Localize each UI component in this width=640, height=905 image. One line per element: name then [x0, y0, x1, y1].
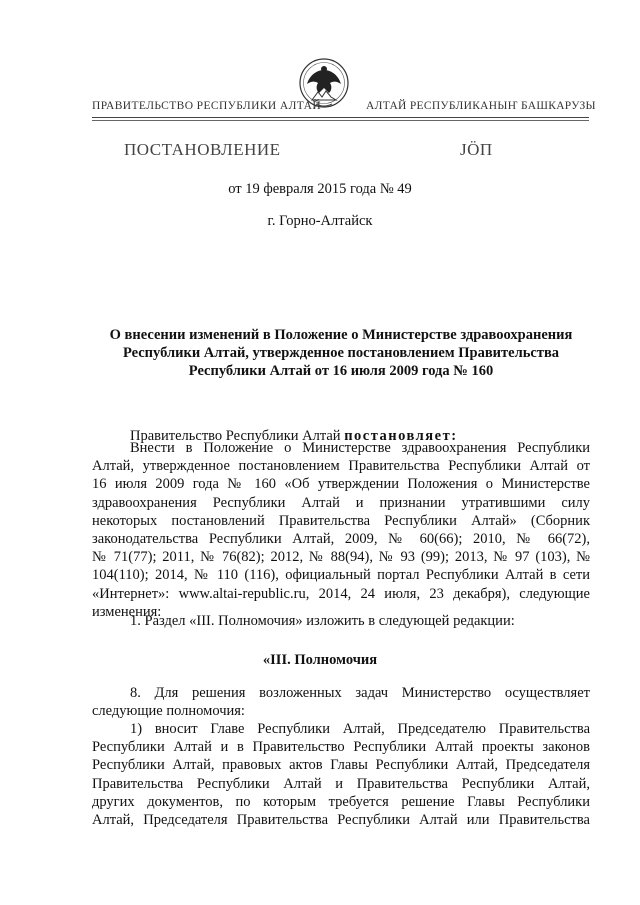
- doc-type-russian: ПОСТАНОВЛЕНИЕ: [124, 140, 281, 159]
- para-line: других документов, по которым требуется решение Главы Республики: [92, 793, 590, 810]
- title-line: Республики Алтай, утвержденное постановлением Правительства: [122, 345, 560, 361]
- decree-date: от 19 февраля 2015 года № 49: [228, 181, 412, 197]
- para-line: «Интернет»: www.altai-republic.ru, 2014, 24 июля, 23 декабря), следующие: [92, 585, 590, 602]
- para-line: 1) вносит Главе Республики Алтай, Председателю Правительства: [130, 721, 590, 737]
- title-line: Республики Алтай от 16 июля 2009 года № 160: [188, 363, 494, 379]
- decree-verb: постановляет:: [344, 428, 458, 444]
- para-line: Алтай, Председателя Правительства Республики Алтай или Правительства: [92, 812, 590, 829]
- government-name-russian: ПРАВИТЕЛЬСТВО РЕСПУБЛИКИ АЛТАЙ: [92, 100, 322, 112]
- para-line: Правительства Республики Алтай и Правительства Республики Алтай,: [92, 775, 590, 792]
- para-line: Республики Алтай и в Правительство Республики Алтай проекты законов: [92, 739, 590, 756]
- para-line: 1. Раздел «III. Полномочия» изложить в следующей редакции:: [130, 613, 515, 629]
- doc-type-altai: JӦП: [460, 140, 493, 159]
- para-line: изменения:: [92, 603, 162, 620]
- para-line: некоторых постановлений Правительства Республики Алтай» (Сборник: [92, 512, 590, 529]
- header-rule: [92, 117, 589, 118]
- para-line: законодательства Республики Алтай, 2009, № 60(66); 2010, № 66(72),: [92, 531, 590, 548]
- document-title: [92, 326, 590, 380]
- para-line: № 71(77); 2011, № 76(82); 2012, № 88(94), № 93 (99); 2013, № 97 (103), №: [92, 549, 590, 566]
- para-line: Внести в Положение о Министерстве здравоохранения Республики: [130, 440, 590, 456]
- para-line: Алтай, утвержденное постановлением Правительства Республики Алтай от: [92, 458, 590, 475]
- decree-prefix: Правительство Республики Алтай: [130, 428, 341, 444]
- paragraph-amendment: [92, 439, 590, 621]
- para-line: 104(110); 2014, № 110 (116), официальный портал Республики Алтай в сети: [92, 567, 590, 584]
- government-name-altai: АЛТАЙ РЕСПУБЛИКАНЫҤ БАШКАРУЗЫ: [366, 100, 596, 112]
- header-rule-thin: [92, 120, 589, 121]
- para-line: Республики Алтай, правовых актов Главы Республики Алтай, Председателя: [92, 757, 590, 774]
- para-line: следующие полномочия:: [92, 703, 245, 720]
- title-line: О внесении изменений в Положение о Министерстве здравоохранения: [109, 327, 573, 343]
- paragraph-power-1: [92, 720, 590, 829]
- paragraph-item-1: [92, 612, 590, 630]
- decree-city: г. Горно-Алтайск: [267, 213, 373, 229]
- para-line: 16 июля 2009 года № 160 «Об утверждении Положения о Министерстве: [92, 476, 590, 493]
- para-line: здравоохранения Республики Алтай и признании утратившими силу: [92, 494, 590, 511]
- para-line: 8. Для решения возложенных задач Министерство осуществляет: [130, 685, 590, 701]
- paragraph-powers-intro: [92, 684, 590, 720]
- section-title: «III. Полномочия: [262, 652, 378, 668]
